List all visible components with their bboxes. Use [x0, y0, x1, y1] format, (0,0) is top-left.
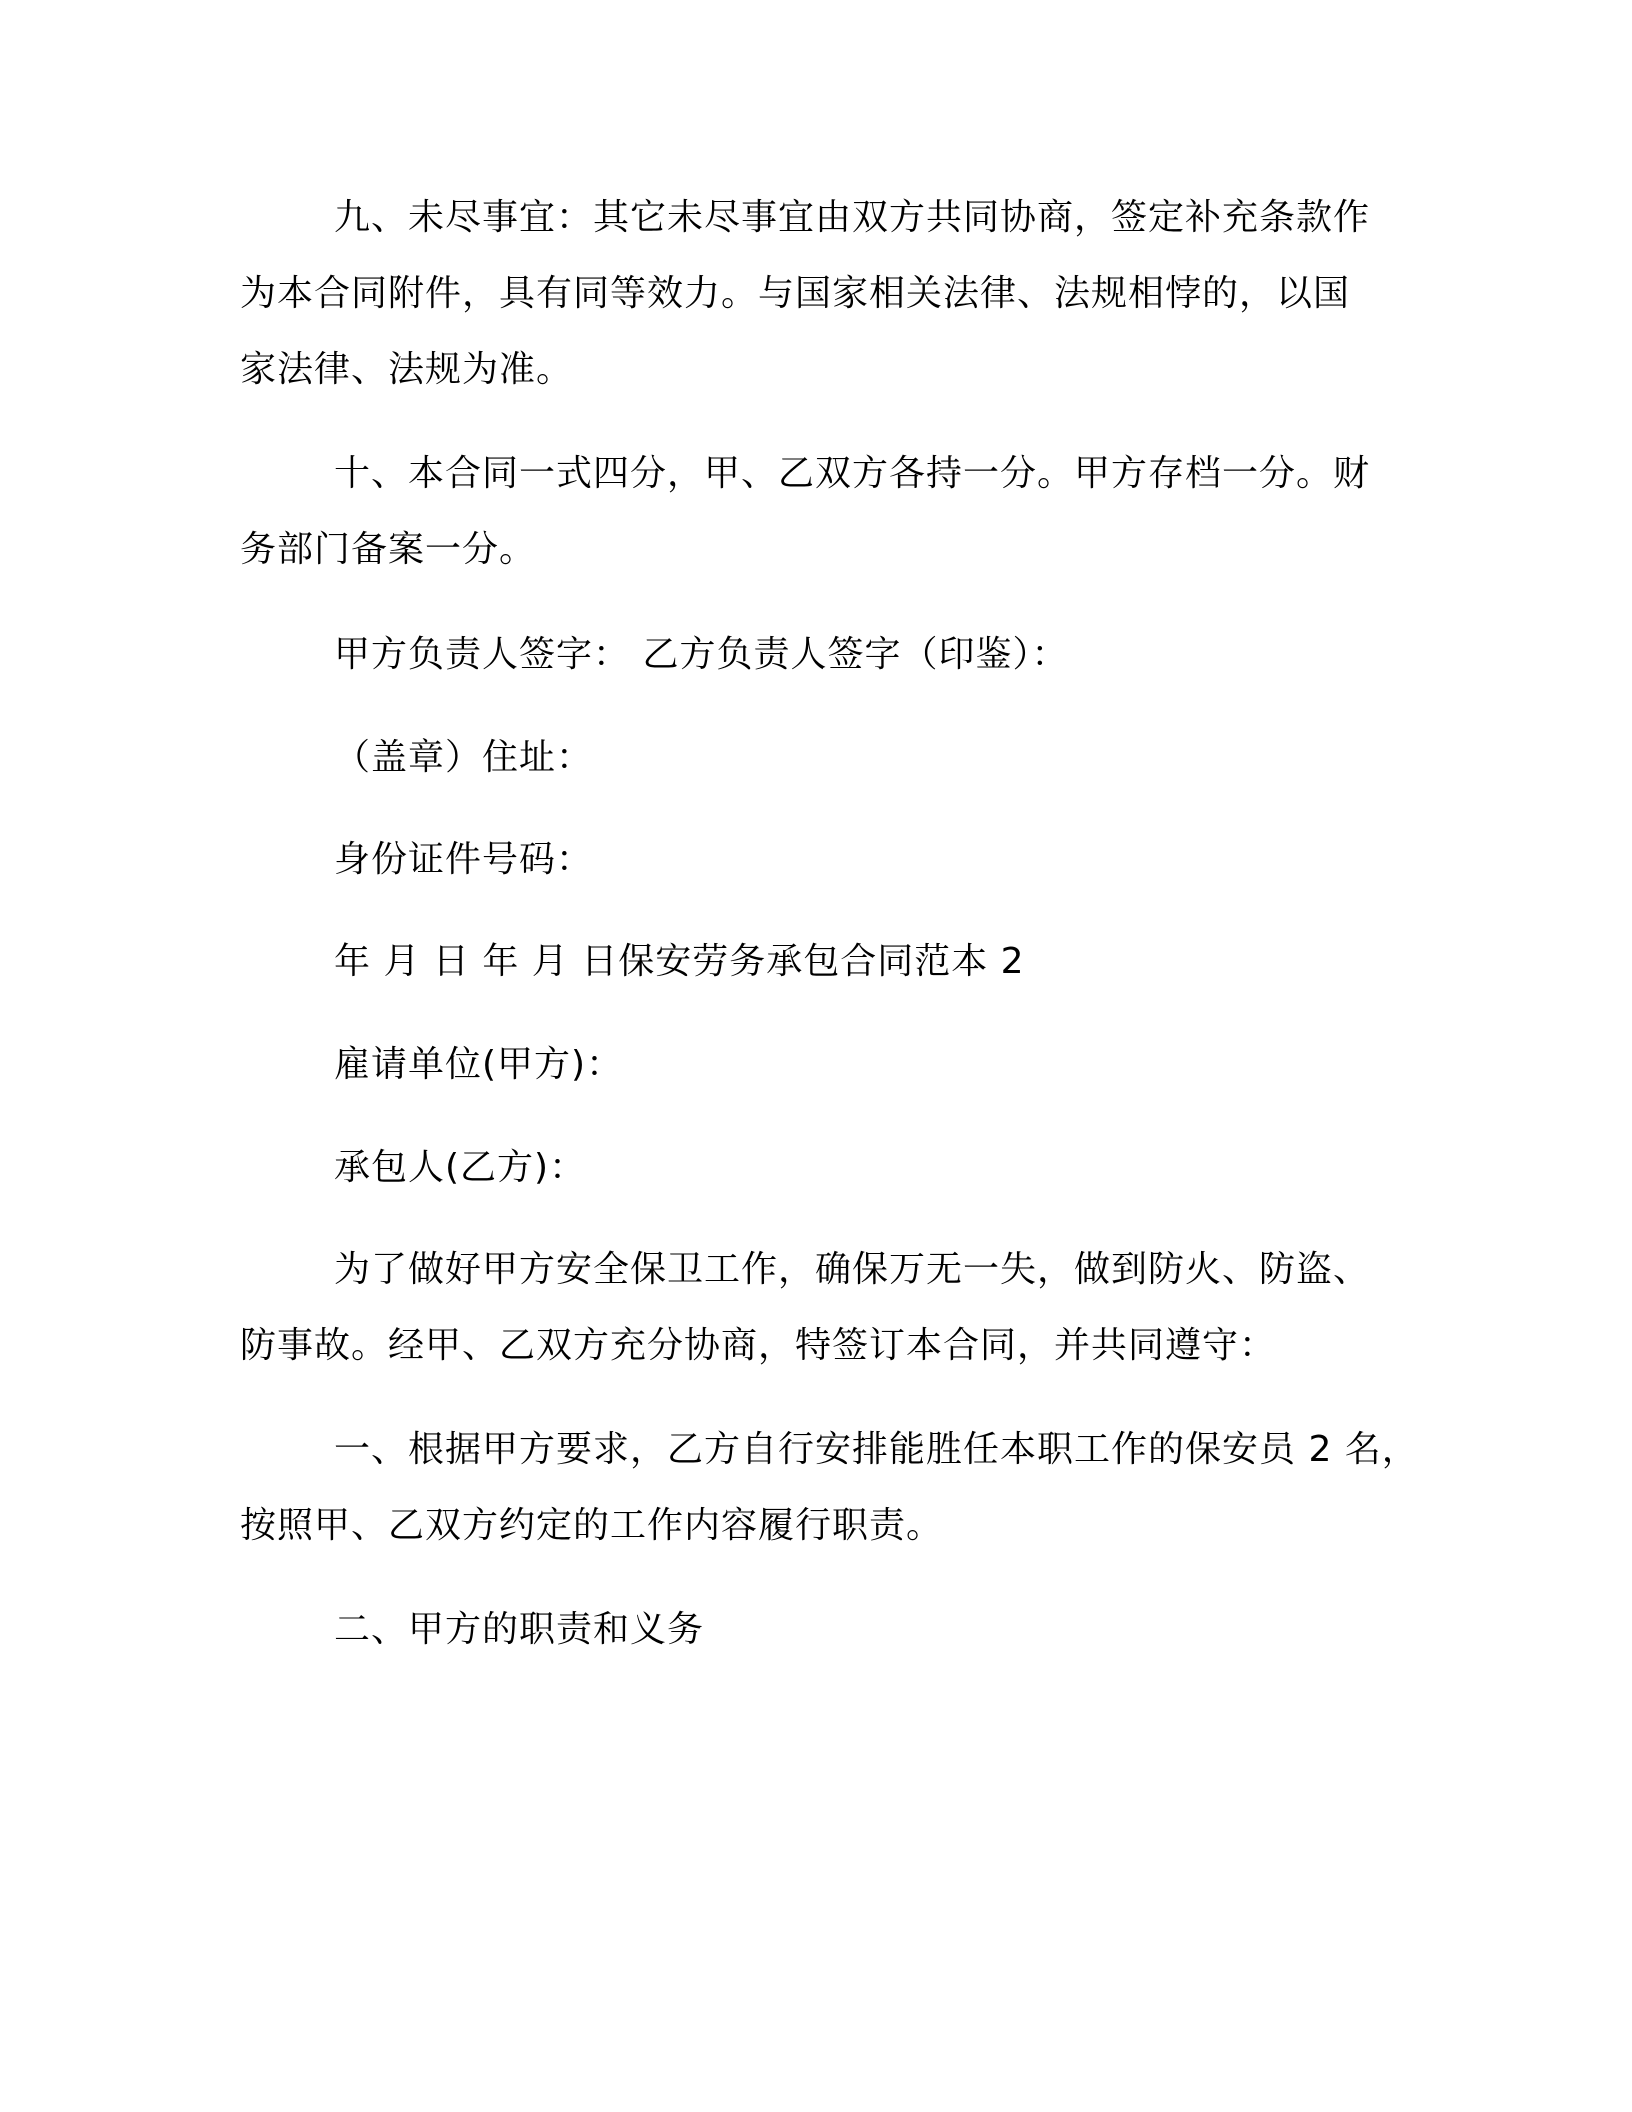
id-number-line: 身份证件号码：	[334, 839, 594, 880]
employer-line: 雇请单位(甲方)：	[334, 1044, 624, 1085]
contractor-line: 承包人(乙方)：	[334, 1147, 587, 1188]
date-title-line: 年 月 日 年 月 日保安劳务承包合同范本 2	[334, 941, 1025, 982]
preamble-line-2: 防事故。经甲、乙双方充分协商，特签订本合同，并共同遵守：	[240, 1325, 1277, 1366]
preamble-line-1: 为了做好甲方安全保卫工作，确保万无一失，做到防火、防盗、	[334, 1249, 1371, 1290]
clause-9-line-1: 九、未尽事宜：其它未尽事宜由双方共同协商，签定补充条款作	[334, 197, 1371, 238]
clause-10-line-1: 十、本合同一式四分，甲、乙双方各持一分。甲方存档一分。财	[334, 453, 1371, 494]
clause-1-line-1: 一、根据甲方要求，乙方自行安排能胜任本职工作的保安员 2 名，	[334, 1429, 1419, 1470]
seal-address-line: （盖章）住址：	[334, 737, 594, 778]
signature-line: 甲方负责人签字： 乙方负责人签字（印鉴）：	[334, 634, 1069, 675]
clause-9-line-3: 家法律、法规为准。	[240, 349, 574, 390]
clause-10-line-2: 务部门备案一分。	[240, 529, 537, 570]
clause-9-line-2: 为本合同附件，具有同等效力。与国家相关法律、法规相悖的，以国	[240, 273, 1351, 314]
clause-1-line-2: 按照甲、乙双方约定的工作内容履行职责。	[240, 1505, 944, 1546]
clause-2-heading: 二、甲方的职责和义务	[334, 1609, 705, 1650]
